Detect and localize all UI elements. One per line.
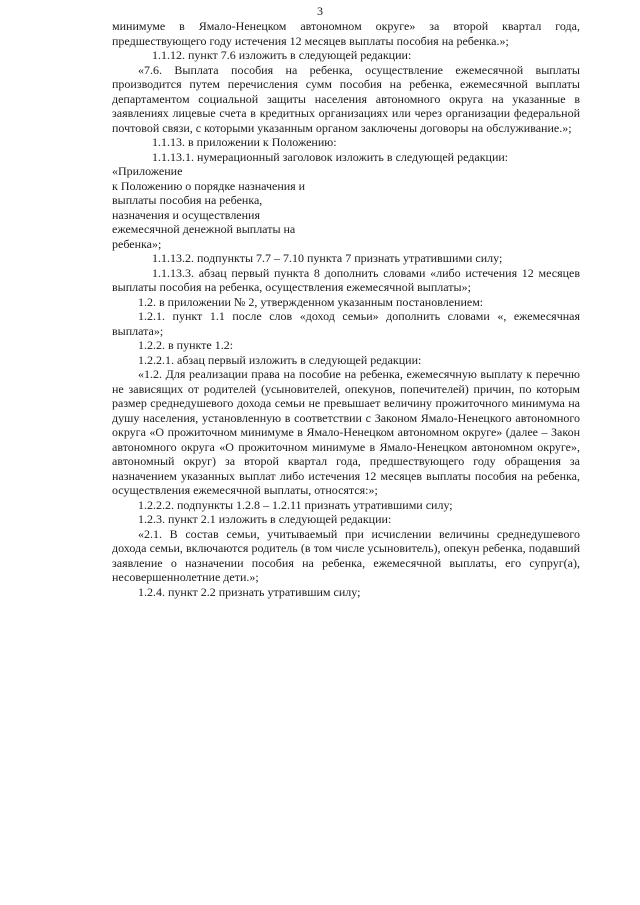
paragraph: 1.1.13.2. подпункты 7.7 – 7.10 пункта 7 признать утратившими силу; — [152, 251, 503, 265]
page-number: 3 — [317, 4, 323, 18]
paragraph: 1.2.4. пункт 2.2 признать утратившим силу; — [138, 584, 361, 599]
paragraph: «2.1. В состав семьи, учитываемый при исчислении величины среднедушевого дохода семьи, включаются родитель (в том числе усыновитель), опекун ребенка, подавший заявление о назначении пособия на ребенка, ежемесячной выплаты, его супруг(а), несовершеннолетние дети.»; — [112, 526, 580, 584]
paragraph: 1.2.2.1. абзац первый изложить в следующей редакции: — [138, 352, 422, 367]
paragraph: 1.1.13.3. абзац первый пункта 8 дополнить словами «либо истечения 12 месяцев выплаты пособия на ребенка, осуществления ежемесячной выплаты»; — [112, 265, 580, 294]
paragraphs-before-appendix — [112, 19, 580, 164]
paragraph: 1.1.13.1. нумерационный заголовок изложить в следующей редакции: — [152, 149, 509, 164]
appendix-caption-line: ежемесячной денежной выплаты на — [112, 222, 296, 236]
appendix-caption-line: назначения и осуществления — [112, 207, 260, 222]
paragraph: 1.2.2. в пункте 1.2: — [138, 338, 234, 352]
paragraph: 1.2.3. пункт 2.1 изложить в следующей редакции: — [138, 512, 392, 526]
appendix-caption-line: к Положению о порядке назначения и — [112, 178, 306, 193]
paragraph: 1.1.12. пункт 7.6 изложить в следующей редакции: — [152, 48, 412, 62]
paragraph: 1.2.1. пункт 1.1 после слов «доход семьи» дополнить словами «, ежемесячная выплата»; — [112, 309, 580, 338]
appendix-caption-line: ребенка»; — [112, 236, 162, 251]
paragraph: «1.2. Для реализации права на пособие на ребенка, ежемесячную выплату к перечню не зависящих от родителей (усыновителей, опекунов, попечителей) причин, по которым размер среднедушевого дохода семьи не превышает величину прожиточного минимума на душу населения, установленную в соответствии с Законом Ямало-Ненецкого автономного округа «О прожиточном минимуме в Ямало-Ненецком автономном округе» (далее – Закон автономного округа «О прожиточном минимуме в Ямало-Ненецком автономном округе», автономный округ) за второй квартал года, предшествующего году обращения за назначением указанных выплат либо истечения 12 месяцев выплаты пособия на ребенка, осуществления ежемесячной выплаты, относятся:»; — [112, 367, 580, 497]
paragraphs-after-appendix — [112, 251, 580, 599]
appendix-heading: «Приложение — [112, 164, 183, 178]
paragraph: 1.2.2.2. подпункты 1.2.8 – 1.2.11 признать утратившими силу; — [138, 497, 453, 512]
paragraph: «7.6. Выплата пособия на ребенка, осуществление ежемесячной выплаты производится путем перечисления сумм пособия на ребенка, ежемесячной выплаты департаментом социальной защиты населения автономного округа на указанные в заявлениях лицевые счета в кредитных организациях или через организации федеральной почтовой связи, с которыми указанным органом заключены договоры на обслуживание.»; — [112, 62, 580, 135]
paragraph: 1.2. в приложении № 2, утвержденном указанным постановлением: — [138, 294, 484, 309]
appendix-caption — [112, 179, 580, 252]
paragraph: минимуме в Ямало-Ненецком автономном округе» за второй квартал года, предшествующего году истечения 12 месяцев выплаты пособия на ребенка.»; — [112, 19, 580, 48]
appendix-caption-line: выплаты пособия на ребенка, — [112, 193, 263, 207]
paragraph: 1.1.13. в приложении к Положению: — [152, 135, 337, 149]
document-body — [112, 19, 580, 599]
